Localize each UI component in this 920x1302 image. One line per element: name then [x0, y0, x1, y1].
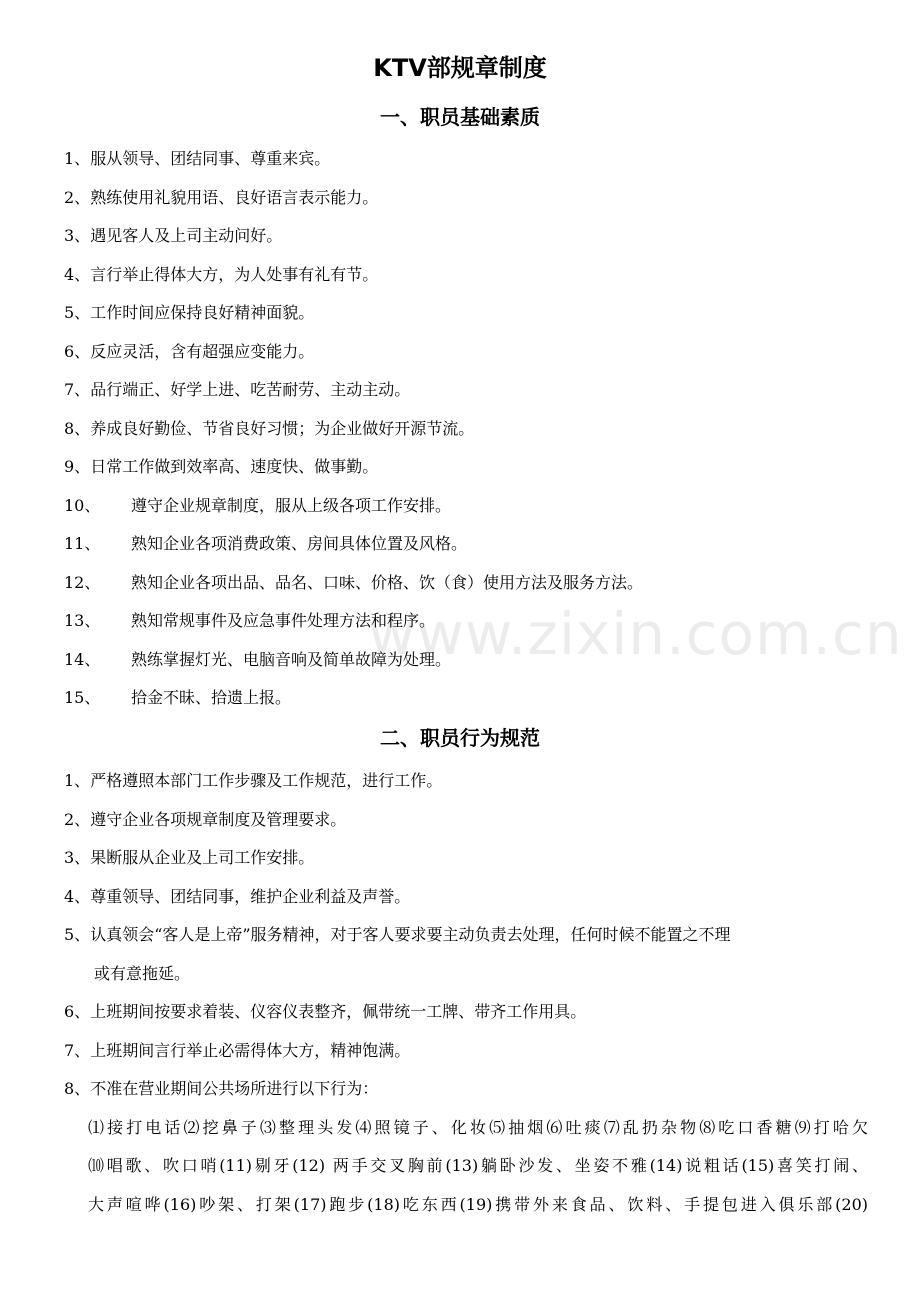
item-text: 品行端正、好学上进、吃苦耐劳、主动主动。: [90, 380, 411, 399]
list-item: [64, 217, 864, 256]
list-item: [64, 410, 864, 449]
list-item: [64, 564, 864, 603]
list-item: [64, 1032, 864, 1071]
prohibited-behaviors-line: ⑴接打电话⑵挖鼻子⑶整理头发⑷照镜子、化妆⑸抽烟⑹吐痰⑺乱扔杂物⑻吃口香糖⑼打哈欠: [88, 1117, 868, 1137]
item-number: 11、: [64, 534, 101, 553]
item-number: 12、: [64, 572, 101, 592]
list-item: [64, 878, 864, 917]
list-item: [64, 294, 864, 333]
item-text: 拾金不昧、拾遗上报。: [131, 688, 292, 707]
item-number: 10、: [64, 495, 101, 515]
item-text: 反应灵活，含有超强应变能力。: [90, 341, 315, 361]
section-heading-behavior-rules: 二、职员行为规范: [380, 726, 540, 750]
list-item: [64, 371, 864, 410]
prohibited-behaviors-line: 大声喧哗(16)吵架、打架(17)跑步(18)吃东西(19)携带外来食品、饮料、手提包进入俱乐部(20): [88, 1194, 868, 1214]
item-text: 遇见客人及上司主动问好。: [90, 226, 283, 245]
item-text: 养成良好勤俭、节省良好习惯；为企业做好开源节流。: [90, 418, 475, 438]
list-item: [64, 525, 864, 564]
list-item: [64, 801, 864, 840]
list-item: [64, 1070, 864, 1109]
item-number: 5、: [64, 303, 91, 322]
item-number: 6、: [64, 341, 91, 361]
prohibited-behaviors: [64, 1109, 868, 1225]
item-number: 4、: [64, 886, 91, 906]
item-number: 1、: [64, 149, 91, 168]
item-number: 8、: [64, 1079, 91, 1098]
item-number: 6、: [64, 1002, 91, 1021]
item-text: 遵守企业各项规章制度及管理要求。: [90, 809, 347, 829]
item-text: 严格遵照本部门工作步骤及工作规范，进行工作。: [90, 771, 443, 790]
list-item: [64, 839, 864, 878]
list-item: [64, 641, 864, 680]
list-item: [64, 179, 864, 218]
list-item: [64, 333, 864, 372]
item-text: 日常工作做到效率高、速度快、做事勤。: [90, 457, 379, 476]
list-item-continuation: 或有意拖延。: [94, 963, 191, 983]
item-text: 熟知企业各项出品、品名、口味、价格、饮（食）使用方法及服务方法。: [131, 572, 644, 592]
section-heading-basic-qualities: 一、职员基础素质: [380, 105, 540, 129]
list-item: [64, 140, 864, 179]
list-item: [64, 487, 864, 526]
item-text: 尊重领导、团结同事，维护企业利益及声誉。: [90, 886, 411, 906]
item-number: 3、: [64, 848, 91, 867]
item-number: 8、: [64, 418, 91, 438]
list-item: [64, 679, 864, 718]
watermark: www.zixin.com.cn: [368, 600, 903, 668]
list-item: [64, 602, 864, 641]
item-number: 1、: [64, 771, 91, 790]
item-text: 熟知常规事件及应急事件处理方法和程序。: [131, 611, 436, 630]
item-text: 工作时间应保持良好精神面貌。: [90, 303, 315, 322]
item-number: 2、: [64, 809, 91, 829]
list-item: [64, 993, 864, 1032]
item-number: 14、: [64, 649, 101, 669]
item-text: 熟练使用礼貌用语、良好语言表示能力。: [90, 187, 379, 207]
item-number: 3、: [64, 226, 91, 245]
list-item: [64, 762, 864, 801]
list-item: [64, 916, 864, 955]
item-text: 果断服从企业及上司工作安排。: [90, 848, 315, 867]
item-number: 13、: [64, 611, 101, 630]
item-text: 不准在营业期间公共场所进行以下行为：: [90, 1079, 379, 1098]
item-text: 熟知企业各项消费政策、房间具体位置及风格。: [131, 534, 468, 553]
item-number: 2、: [64, 187, 91, 207]
behavior-rules-list: [64, 762, 868, 1224]
item-text: 遵守企业规章制度，服从上级各项工作安排。: [131, 495, 452, 515]
item-number: 4、: [64, 264, 91, 284]
item-text: 认真领会“客人是上帝”服务精神，对于客人要求要主动负责去处理，任何时候不能置之不理: [90, 925, 731, 944]
basic-qualities-list: [64, 140, 864, 718]
item-number: 9、: [64, 457, 91, 476]
item-text: 上班期间按要求着装、仪容仪表整齐，佩带统一工牌、带齐工作用具。: [90, 1002, 587, 1021]
prohibited-behaviors-line: ⑽唱歌、吹口哨(11)剔牙(12) 两手交叉胸前(13)躺卧沙发、坐姿不雅(14)说粗话(15)喜笑打闹、: [88, 1156, 868, 1175]
item-number: 15、: [64, 688, 101, 707]
item-number: 7、: [64, 380, 91, 399]
list-item: [64, 448, 864, 487]
item-number: 7、: [64, 1040, 91, 1060]
item-text: 服从领导、团结同事、尊重来宾。: [90, 149, 331, 168]
item-number: 5、: [64, 925, 91, 944]
item-text: 上班期间言行举止必需得体大方，精神饱满。: [90, 1040, 411, 1060]
document-title: KTV部规章制度: [373, 54, 547, 82]
item-text: 熟练掌握灯光、电脑音响及简单故障为处理。: [131, 649, 452, 669]
list-item: [64, 256, 864, 295]
item-text: 言行举止得体大方，为人处事有礼有节。: [90, 264, 379, 284]
